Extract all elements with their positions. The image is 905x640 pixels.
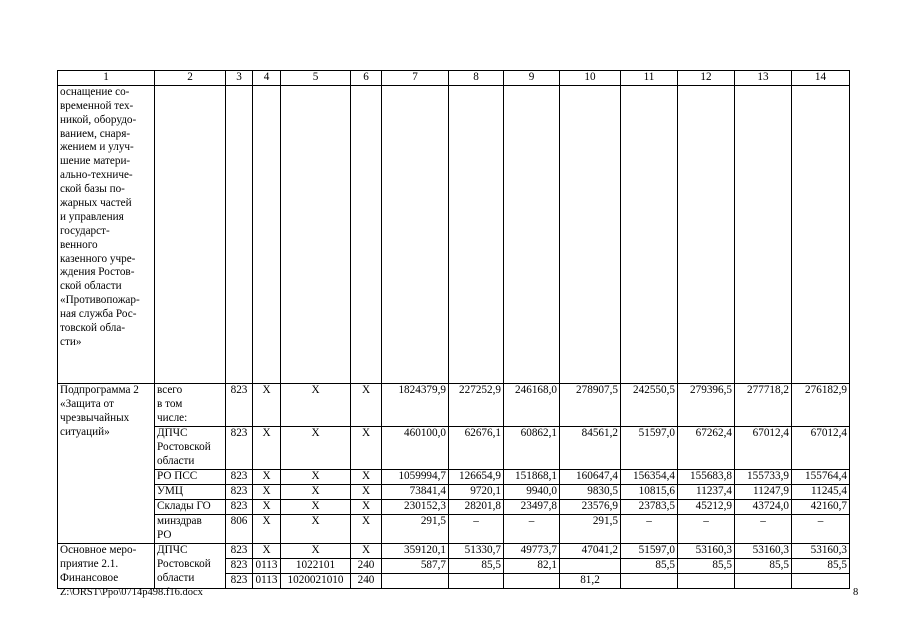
column-header: 8 <box>449 71 504 86</box>
executor-label: минздрав РО <box>155 514 226 543</box>
table-cell: 242550,5 <box>621 383 678 426</box>
table-cell: 67012,4 <box>792 426 850 469</box>
table-cell: 53160,3 <box>678 543 735 558</box>
empty-cell <box>504 85 560 383</box>
column-header: 2 <box>155 71 226 86</box>
subprogram-title: Подпрограмма 2 «Защита от чрезвычайных ситуаций» <box>58 383 155 543</box>
footer-page-number: 8 <box>853 587 859 598</box>
table-cell: 11237,4 <box>678 484 735 499</box>
table-cell: 43724,0 <box>735 499 792 514</box>
table-cell: 155733,9 <box>735 469 792 484</box>
table-cell: 23783,5 <box>621 499 678 514</box>
column-header: 9 <box>504 71 560 86</box>
table-cell <box>449 573 504 588</box>
table-cell: Х <box>253 499 281 514</box>
column-header: 4 <box>253 71 281 86</box>
table-cell <box>678 573 735 588</box>
table-cell: 51597,0 <box>621 543 678 558</box>
empty-cell <box>155 85 226 383</box>
table-cell: 1059994,7 <box>382 469 449 484</box>
table-cell: 85,5 <box>678 558 735 573</box>
column-header: 12 <box>678 71 735 86</box>
table-cell: 62676,1 <box>449 426 504 469</box>
table-cell: Х <box>281 514 351 543</box>
table-cell: Х <box>281 469 351 484</box>
table-cell: 45212,9 <box>678 499 735 514</box>
table-cell: 1824379,9 <box>382 383 449 426</box>
table-cell <box>792 573 850 588</box>
table-cell: – <box>735 514 792 543</box>
table-cell: – <box>621 514 678 543</box>
table-cell: Х <box>253 543 281 558</box>
table-cell: 151868,1 <box>504 469 560 484</box>
table-cell: Х <box>253 383 281 426</box>
table-cell: 823 <box>226 426 253 469</box>
table-row <box>58 383 850 426</box>
executor-label: ДПЧС Ростовской области <box>155 543 226 588</box>
table-cell: 28201,8 <box>449 499 504 514</box>
executor-label: всего в том числе: <box>155 383 226 426</box>
empty-cell <box>678 85 735 383</box>
empty-cell <box>281 85 351 383</box>
event-title: Основное меро- приятие 2.1. Финансовое <box>58 543 155 588</box>
executor-label: ДПЧС Ростовской области <box>155 426 226 469</box>
column-header: 6 <box>351 71 382 86</box>
table-cell: 246168,0 <box>504 383 560 426</box>
table-cell: 155764,4 <box>792 469 850 484</box>
table-cell: 84561,2 <box>560 426 621 469</box>
table-cell: 9720,1 <box>449 484 504 499</box>
table-cell: Х <box>281 383 351 426</box>
table-cell: 23497,8 <box>504 499 560 514</box>
table-cell: 460100,0 <box>382 426 449 469</box>
table-cell: 9830,5 <box>560 484 621 499</box>
table-row <box>58 469 850 484</box>
table-cell: 823 <box>226 484 253 499</box>
executor-label: УМЦ <box>155 484 226 499</box>
row-description: оснащение со- временной тех- никой, оборудо- ванием, снаря- жением и улуч- шение матери- ально-техниче- ской базы по- жарных частей и управления государст- венного казенного учре- ждения Ростов- ской области «Противопожар- ная служба Рос- товской обла- сти» <box>58 85 155 383</box>
table-cell: Х <box>281 499 351 514</box>
table-cell: 10815,6 <box>621 484 678 499</box>
table-row <box>58 514 850 543</box>
table-row <box>58 543 850 558</box>
table-cell: 85,5 <box>792 558 850 573</box>
table-cell: 823 <box>226 469 253 484</box>
table-row <box>58 85 850 383</box>
table-cell: 51597,0 <box>621 426 678 469</box>
table-cell: Х <box>351 514 382 543</box>
table-cell: 42160,7 <box>792 499 850 514</box>
table-cell: 156354,4 <box>621 469 678 484</box>
table-cell: Х <box>253 469 281 484</box>
table-cell: 9940,0 <box>504 484 560 499</box>
table-cell: Х <box>351 543 382 558</box>
table-cell: Х <box>281 543 351 558</box>
table-cell: 82,1 <box>504 558 560 573</box>
table-cell: Х <box>351 499 382 514</box>
empty-cell <box>449 85 504 383</box>
table-cell <box>560 558 621 573</box>
empty-cell <box>792 85 850 383</box>
table-cell: Х <box>351 484 382 499</box>
table-cell: 823 <box>226 383 253 426</box>
table-cell <box>382 573 449 588</box>
table-cell: Х <box>351 383 382 426</box>
table-cell: 359120,1 <box>382 543 449 558</box>
table-cell: 126654,9 <box>449 469 504 484</box>
table-cell: 240 <box>351 573 382 588</box>
empty-cell <box>351 85 382 383</box>
table-cell: – <box>449 514 504 543</box>
table-cell: – <box>792 514 850 543</box>
table-cell: 240 <box>351 558 382 573</box>
table-cell: Х <box>351 469 382 484</box>
table-cell: 279396,5 <box>678 383 735 426</box>
table-cell: 277718,2 <box>735 383 792 426</box>
column-header: 3 <box>226 71 253 86</box>
empty-cell <box>253 85 281 383</box>
table-cell: 155683,8 <box>678 469 735 484</box>
executor-label: Склады ГО <box>155 499 226 514</box>
table-cell: 823 <box>226 573 253 588</box>
table-cell: Х <box>253 426 281 469</box>
table-cell: 1022101 <box>281 558 351 573</box>
column-header: 13 <box>735 71 792 86</box>
table-cell: 0113 <box>253 573 281 588</box>
table-cell: 291,5 <box>382 514 449 543</box>
table-cell: 823 <box>226 499 253 514</box>
table-cell: 23576,9 <box>560 499 621 514</box>
table-cell: 85,5 <box>735 558 792 573</box>
empty-cell <box>735 85 792 383</box>
header-row <box>58 71 850 86</box>
table-cell <box>621 573 678 588</box>
table-cell: 278907,5 <box>560 383 621 426</box>
column-header: 14 <box>792 71 850 86</box>
table-row <box>58 484 850 499</box>
table-cell: 291,5 <box>560 514 621 543</box>
table-row <box>58 499 850 514</box>
column-header: 5 <box>281 71 351 86</box>
empty-cell <box>382 85 449 383</box>
table-cell: 85,5 <box>449 558 504 573</box>
column-header: 1 <box>58 71 155 86</box>
table-cell: 53160,3 <box>792 543 850 558</box>
table-cell <box>735 573 792 588</box>
table-cell: – <box>678 514 735 543</box>
table-cell: 587,7 <box>382 558 449 573</box>
table-row <box>58 426 850 469</box>
table-cell: Х <box>281 426 351 469</box>
table-cell: 60862,1 <box>504 426 560 469</box>
column-header: 7 <box>382 71 449 86</box>
table-cell: 276182,9 <box>792 383 850 426</box>
table-cell: 160647,4 <box>560 469 621 484</box>
empty-cell <box>560 85 621 383</box>
table-cell: 11245,4 <box>792 484 850 499</box>
table-cell: 1020021010 <box>281 573 351 588</box>
table-cell <box>504 573 560 588</box>
budget-table <box>57 70 850 589</box>
column-header: 10 <box>560 71 621 86</box>
table-cell: 67012,4 <box>735 426 792 469</box>
table-cell: Х <box>351 426 382 469</box>
table-cell: 81,2 <box>560 573 621 588</box>
table-cell: 47041,2 <box>560 543 621 558</box>
table-cell: 227252,9 <box>449 383 504 426</box>
table-cell: Х <box>253 484 281 499</box>
table-cell: 53160,3 <box>735 543 792 558</box>
table-cell: Х <box>253 514 281 543</box>
table-cell: 11247,9 <box>735 484 792 499</box>
table-cell: Х <box>281 484 351 499</box>
table-cell: 230152,3 <box>382 499 449 514</box>
empty-cell <box>621 85 678 383</box>
table-cell: 73841,4 <box>382 484 449 499</box>
table-cell: 806 <box>226 514 253 543</box>
table-cell: 51330,7 <box>449 543 504 558</box>
table-cell: 85,5 <box>621 558 678 573</box>
executor-label: РО ПСС <box>155 469 226 484</box>
table-cell: 823 <box>226 543 253 558</box>
empty-cell <box>226 85 253 383</box>
table-cell: 823 <box>226 558 253 573</box>
table-cell: 0113 <box>253 558 281 573</box>
footer-file-path: Z:\ORST\Ppo\0714p498.f16.docx <box>60 587 203 598</box>
table-cell: 49773,7 <box>504 543 560 558</box>
column-header: 11 <box>621 71 678 86</box>
table-cell: 67262,4 <box>678 426 735 469</box>
table-cell: – <box>504 514 560 543</box>
